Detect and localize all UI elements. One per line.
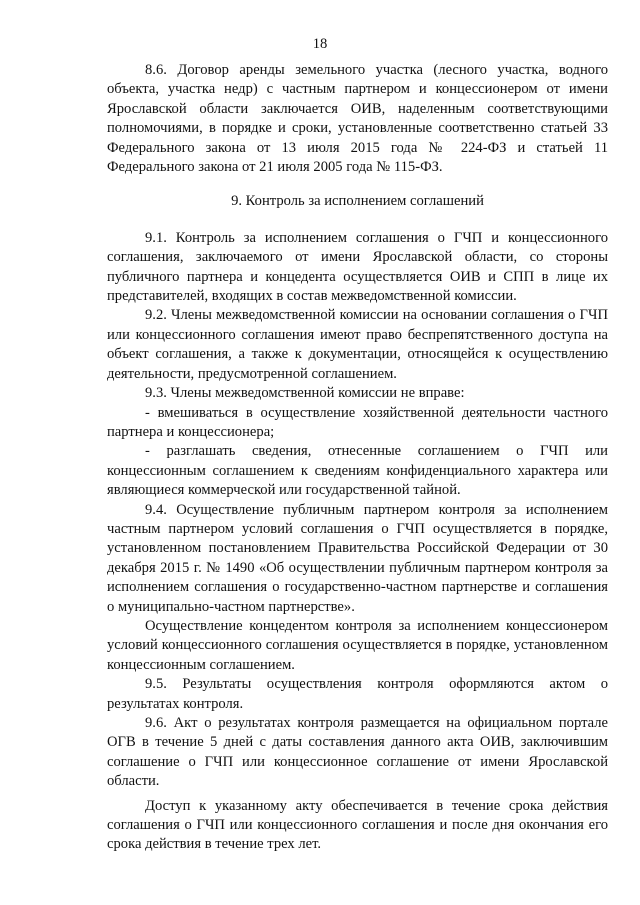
paragraph-9-5: 9.5. Результаты осуществления контроля оформляются актом о результатах контроля. xyxy=(107,676,608,712)
page-number: 18 xyxy=(312,36,328,52)
section-title-9: 9. Контроль за исполнением соглашений xyxy=(231,193,484,210)
document-body xyxy=(107,61,608,855)
paragraph-9-6-access: Доступ к указанному акту обеспечивается в течение срока действия соглашения о ГЧП или концессионного соглашения и после дня окончания его срока действия в течение трех лет. xyxy=(107,797,608,853)
paragraph-9-2: 9.2. Члены межведомственной комиссии на основании соглашения о ГЧП или концессионного соглашения имеют право беспрепятственного доступа на объект соглашения, а также к документации, относящейся к осуществлению деятельности, предусмотренной соглашением. xyxy=(107,307,608,382)
paragraph-9-3-item-a: - вмешиваться в осуществление хозяйственной деятельности частного партнера и концессионера; xyxy=(107,404,608,440)
paragraph-8-6: 8.6. Договор аренды земельного участка (лесного участка, водного объекта, участка недр) с частным партнером и концессионером от имени Ярославской области заключается ОИВ, наделенным соответствующими полномочиями, в порядке и сроки, установленные соответственно статьей 33 Федерального закона от 13 июля 2015 года № 224-ФЗ и статьей 11 Федерального закона от 21 июля 2005 года № 115-ФЗ. xyxy=(107,62,608,176)
paragraph-9-4-concession: Осуществление концедентом контроля за исполнением концессионером условий концессионного соглашения осуществляется в порядке, установленном концессионным соглашением. xyxy=(107,617,608,673)
paragraph-9-6: 9.6. Акт о результатах контроля размещается на официальном портале ОГВ в течение 5 дней с даты составления данного акта ОИВ, заключившим соглашение о ГЧП или концессионное соглашение от имени Ярославской области. xyxy=(107,715,608,790)
paragraph-9-3: 9.3. Члены межведомственной комиссии не вправе: xyxy=(145,385,465,402)
paragraph-9-4: 9.4. Осуществление публичным партнером контроля за исполнением частным партнером условий соглашения о ГЧП осуществляется в порядке, установленном постановлением Правительства Российской Федерации от 30 декабря 2015 г. № 1490 «Об осуществлении публичным партнером контроля за исполнением соглашения о государственно-частном партнерстве и соглашения о муниципально-частном партнерстве». xyxy=(107,501,608,615)
paragraph-9-3-item-b: - разглашать сведения, отнесенные соглашением о ГЧП или концессионным соглашением к сведениям конфиденциального характера или являющиеся коммерческой или государственной тайной. xyxy=(107,443,608,499)
paragraph-9-1: 9.1. Контроль за исполнением соглашения о ГЧП и концессионного соглашения, заключаемого от имени Ярославской области, со стороны публичного партнера и концедента осуществляется ОИВ и СПП в лице их представителей, входящих в состав межведомственной комиссии. xyxy=(107,229,608,305)
